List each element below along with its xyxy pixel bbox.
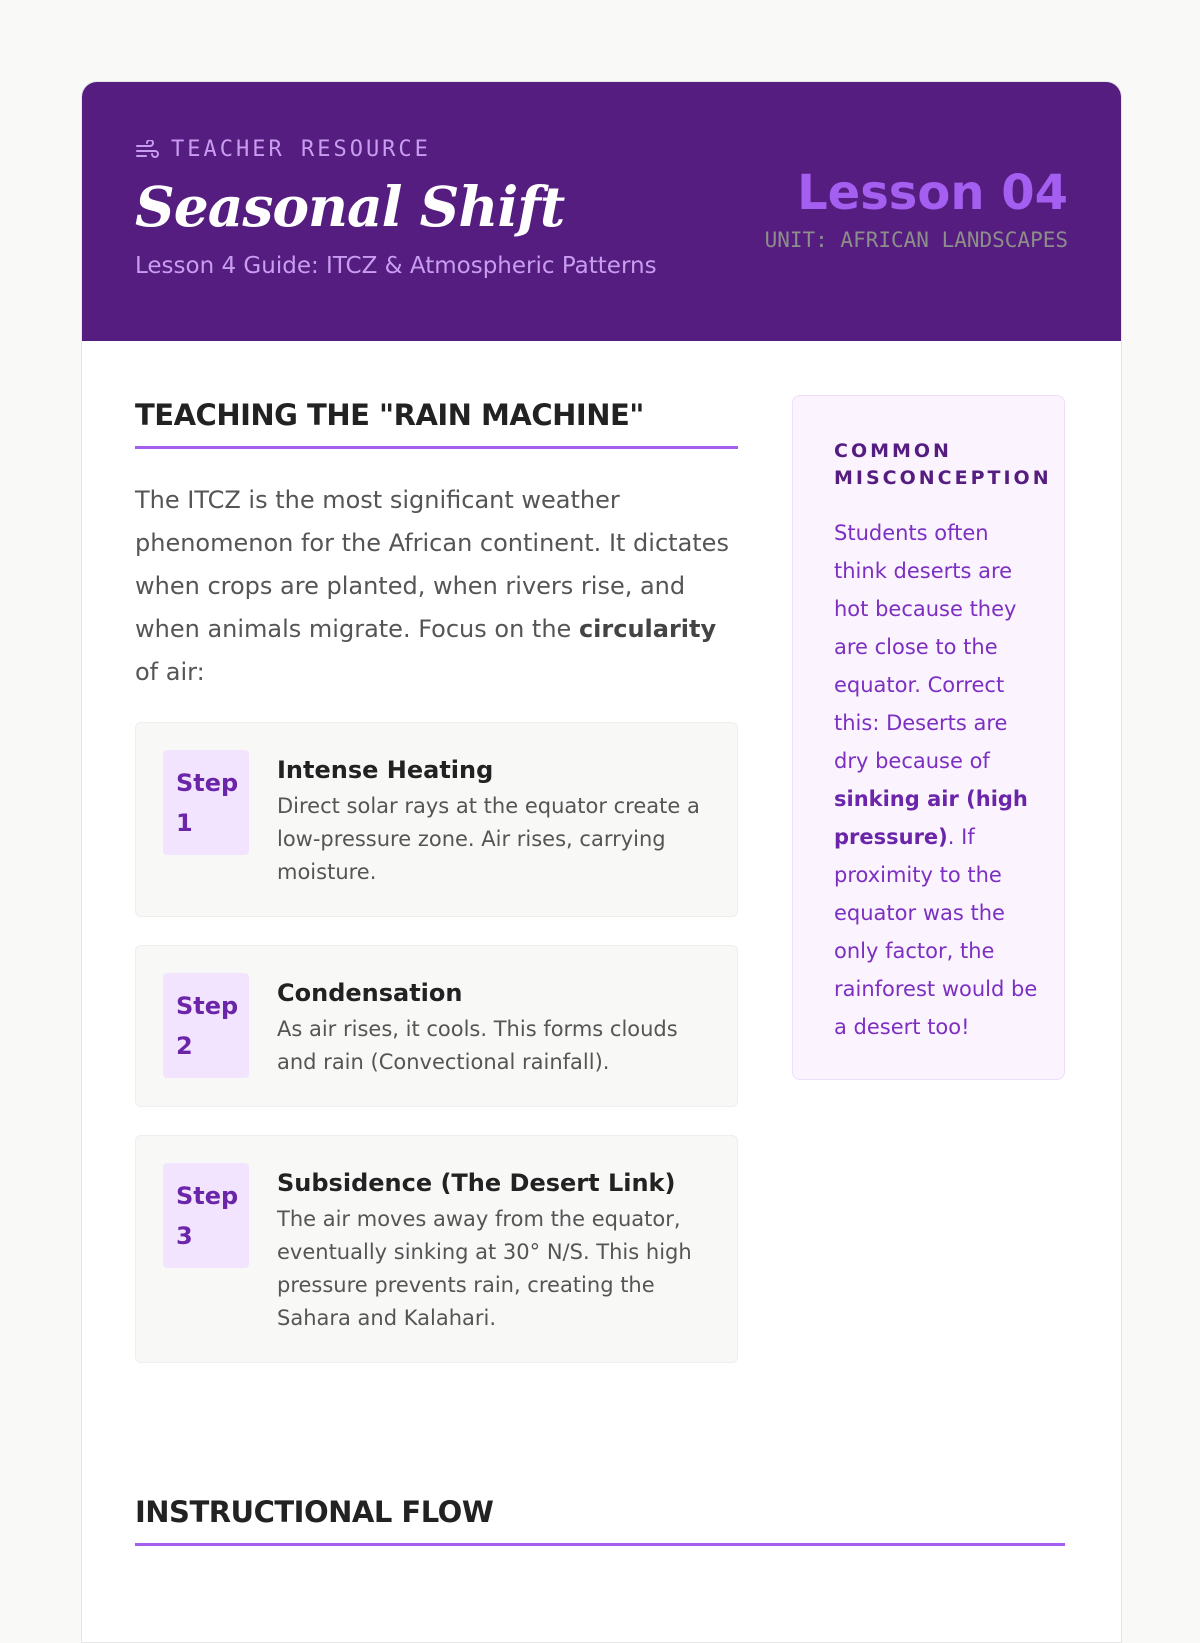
section-title: TEACHING THE "RAIN MACHINE" (135, 398, 738, 449)
step-badge-number: 2 (176, 1032, 193, 1060)
step-badge-label: Step (176, 1182, 239, 1210)
step-text: The air moves away from the equator, eventually sinking at 30° N/S. This high pressure prevents rain, creating the Sahara and Kalahari. (277, 1207, 692, 1330)
unit-label: UNIT: AFRICAN LANDSCAPES (764, 228, 1068, 252)
intro-text: The ITCZ is the most significant weather phenomenon for the African continent. It dictates when crops are planted, when rivers rise, and when animals migrate. Focus on the (135, 486, 729, 643)
step-badge-number: 1 (176, 809, 193, 837)
step-badge (163, 750, 249, 855)
section-title: INSTRUCTIONAL FLOW (135, 1495, 1065, 1546)
lesson-page (81, 81, 1122, 1643)
instructional-flow-section (135, 1495, 1065, 1546)
page-subtitle: Lesson 4 Guide: ITCZ & Atmospheric Patterns (135, 253, 657, 279)
step-title: Condensation (277, 979, 463, 1007)
lesson-header (82, 82, 1121, 341)
page-title: Seasonal Shift (135, 174, 565, 239)
step-badge-number: 3 (176, 1222, 193, 1250)
step-badge-label: Step (176, 992, 239, 1020)
intro-paragraph (135, 479, 738, 694)
lesson-number: Lesson 04 (797, 165, 1068, 221)
step-text: As air rises, it cools. This forms clouds and rain (Convectional rainfall). (277, 1017, 678, 1074)
callout-title: COMMON MISCONCEPTION (834, 440, 1052, 489)
main-content (135, 398, 738, 1363)
callout-text-before: Students often think deserts are hot because they are close to the equator. Correct this: Deserts are dry because of (834, 521, 1017, 773)
step-badge (163, 1163, 249, 1268)
eyebrow-label: TEACHER RESOURCE (171, 137, 431, 162)
callout-text-after: . If proximity to the equator was the only factor, the rainforest would be a desert too! (834, 825, 1038, 1039)
step-title: Subsidence (The Desert Link) (277, 1169, 676, 1197)
intro-bold: circularity (578, 615, 717, 643)
intro-end: of air: (135, 658, 205, 686)
misconception-callout (792, 395, 1065, 1080)
eyebrow (135, 137, 431, 162)
step-title: Intense Heating (277, 756, 494, 784)
step-card (135, 945, 738, 1107)
step-card (135, 722, 738, 917)
callout-text-bold: sinking air (high pressure) (834, 787, 1028, 849)
step-badge (163, 973, 249, 1078)
callout-text (834, 514, 1044, 1046)
step-text: Direct solar rays at the equator create a low-pressure zone. Air rises, carrying moisture. (277, 794, 700, 884)
wind-icon (135, 140, 159, 160)
step-badge-label: Step (176, 769, 239, 797)
step-card (135, 1135, 738, 1363)
